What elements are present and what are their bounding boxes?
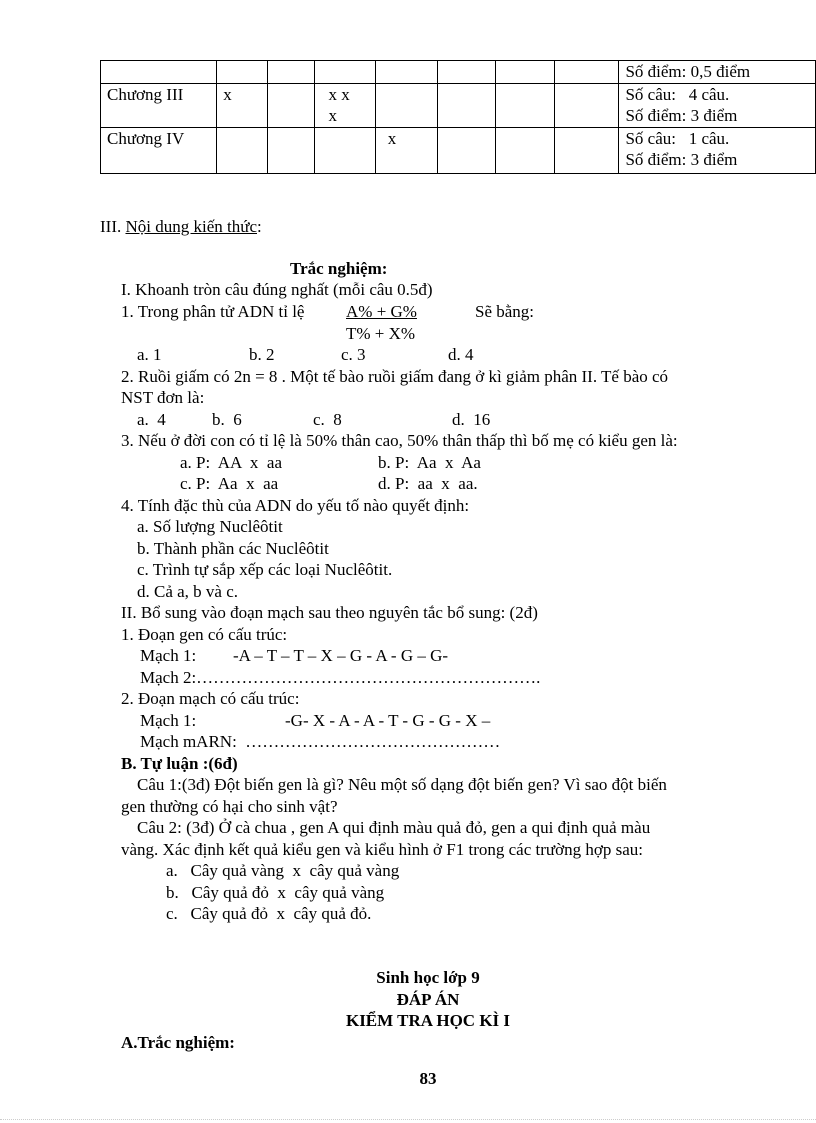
summary-line: Số điểm: 0,5 điểm — [625, 62, 751, 81]
question-1-text: 1. Trong phân tử ADN tỉ lệ — [121, 302, 305, 321]
answer-exam: KIỂM TRA HỌC KÌ I — [345, 1011, 511, 1030]
table-cell — [496, 128, 555, 174]
option: b. 2 — [249, 345, 275, 364]
part2-q1-text: 1. Đoạn gen có cấu trúc: — [121, 625, 288, 644]
question-4-text: 4. Tính đặc thù của ADN do yếu tố nào quyết định: — [121, 496, 470, 515]
essay-q2-line1: Câu 2: (3đ) Ở cà chua , gen A qui định màu quả đỏ, gen a qui định quả màu — [137, 818, 651, 837]
table-cell: x x x — [314, 84, 375, 128]
strand-label: Mạch 1: — [140, 711, 197, 730]
question-2-line2: NST đơn là: — [121, 388, 205, 407]
option: c. Trình tự sắp xếp các loại Nuclêôtit. — [137, 560, 393, 579]
section-number: III. — [100, 217, 126, 236]
fraction-numerator: A% + G% — [346, 302, 417, 321]
part2-q2-text: 2. Đoạn mạch có cấu trúc: — [121, 689, 300, 708]
table-cell — [314, 128, 375, 174]
section-title: Nội dung kiến thức — [125, 217, 257, 236]
section-heading — [100, 216, 262, 237]
table-cell — [267, 61, 314, 84]
answer-section: A.Trắc nghiệm: — [121, 1033, 235, 1052]
essay-q2-line2: vàng. Xác định kết quả kiểu gen và kiểu hình ở F1 trong các trường hợp sau: — [121, 840, 643, 859]
table-row — [101, 128, 816, 174]
summary-cell — [619, 128, 816, 174]
summary-line: Số câu: 1 câu. — [625, 129, 730, 148]
option: b. Cây quả đỏ x cây quả vàng — [166, 883, 385, 902]
summary-line: Số điểm: 3 điểm — [625, 150, 738, 169]
table-cell: x — [217, 84, 267, 128]
table-row — [101, 61, 816, 84]
table-cell — [437, 61, 495, 84]
option: a. Số lượng Nuclêôtit — [137, 517, 283, 536]
table-cell — [314, 61, 375, 84]
option: d. P: aa x aa. — [378, 474, 478, 493]
table-cell: x — [375, 128, 437, 174]
option: c. Cây quả đỏ x cây quả đỏ. — [166, 904, 372, 923]
table-cell — [555, 128, 619, 174]
matrix-table — [100, 60, 816, 174]
strand-sequence: -G- X - A - A - T - G - G - X – — [285, 711, 491, 730]
summary-cell — [619, 84, 816, 128]
option: b. 6 — [212, 410, 242, 429]
option: c. 3 — [341, 345, 366, 364]
chapter-name: Chương IV — [101, 128, 217, 174]
essay-q1-line2: gen thường có hại cho sinh vật? — [121, 797, 338, 816]
option: a. Cây quả vàng x cây quả vàng — [166, 861, 400, 880]
part2-title: II. Bổ sung vào đoạn mạch sau theo nguyên tắc bổ sung: (2đ) — [121, 603, 538, 622]
section-colon: : — [257, 217, 262, 236]
strand-label: Mạch 1: — [140, 646, 197, 665]
option: a. 4 — [137, 410, 166, 429]
table-cell — [267, 128, 314, 174]
option: d. 4 — [448, 345, 474, 364]
table-cell — [437, 84, 495, 128]
strand-sequence: -A – T – T – X – G - A - G – G- — [233, 646, 449, 665]
answer-subject: Sinh học lớp 9 — [376, 968, 480, 987]
table-cell — [375, 84, 437, 128]
summary-line: Số điểm: 3 điểm — [625, 106, 738, 125]
table-cell — [217, 128, 267, 174]
essay-q1-line1: Câu 1:(3đ) Đột biến gen là gì? Nêu một số dạng đột biến gen? Vì sao đột biến — [137, 775, 667, 794]
strand-blank: Mạch 2:……………………………………………………. — [140, 668, 541, 687]
option: c. 8 — [313, 410, 342, 429]
table-cell — [496, 84, 555, 128]
table-cell — [555, 61, 619, 84]
fraction-denominator: T% + X% — [346, 324, 416, 343]
summary-line: Số câu: 4 câu. — [625, 85, 730, 104]
table-cell — [555, 84, 619, 128]
trac-nghiem-heading: Trắc nghiệm: — [290, 259, 388, 278]
table-cell — [437, 128, 495, 174]
table-cell — [101, 61, 217, 84]
table-cell — [375, 61, 437, 84]
page-number: 83 — [419, 1069, 437, 1088]
answer-title: ĐÁP ÁN — [396, 990, 460, 1009]
question-3-text: 3. Nếu ở đời con có tỉ lệ là 50% thân cao, 50% thân thấp thì bố mẹ có kiểu gen là: — [121, 431, 678, 450]
option: c. P: Aa x aa — [180, 474, 279, 493]
option: d. Cả a, b và c. — [137, 582, 239, 601]
question-2-line1: 2. Ruồi giấm có 2n = 8 . Một tế bào ruồi giấm đang ở kì giảm phân II. Tế bào có — [121, 367, 669, 386]
table-cell — [217, 61, 267, 84]
part1-title: I. Khoanh tròn câu đúng nghất (mỗi câu 0.5đ) — [121, 280, 433, 299]
question-1-suffix: Sẽ bằng: — [475, 302, 535, 321]
table-cell — [267, 84, 314, 128]
page-bottom-divider — [0, 1119, 816, 1120]
option: b. P: Aa x Aa — [378, 453, 481, 472]
strand-blank: Mạch mARN: ……………………………………… — [140, 732, 501, 751]
partB-title: B. Tự luận :(6đ) — [121, 754, 238, 773]
option: a. P: AA x aa — [180, 453, 282, 472]
table-row — [101, 84, 816, 128]
chapter-name: Chương III — [101, 84, 217, 128]
option: d. 16 — [452, 410, 491, 429]
option: b. Thành phần các Nuclêôtit — [137, 539, 329, 558]
option: a. 1 — [137, 345, 162, 364]
table-cell — [496, 61, 555, 84]
summary-cell — [619, 61, 816, 84]
